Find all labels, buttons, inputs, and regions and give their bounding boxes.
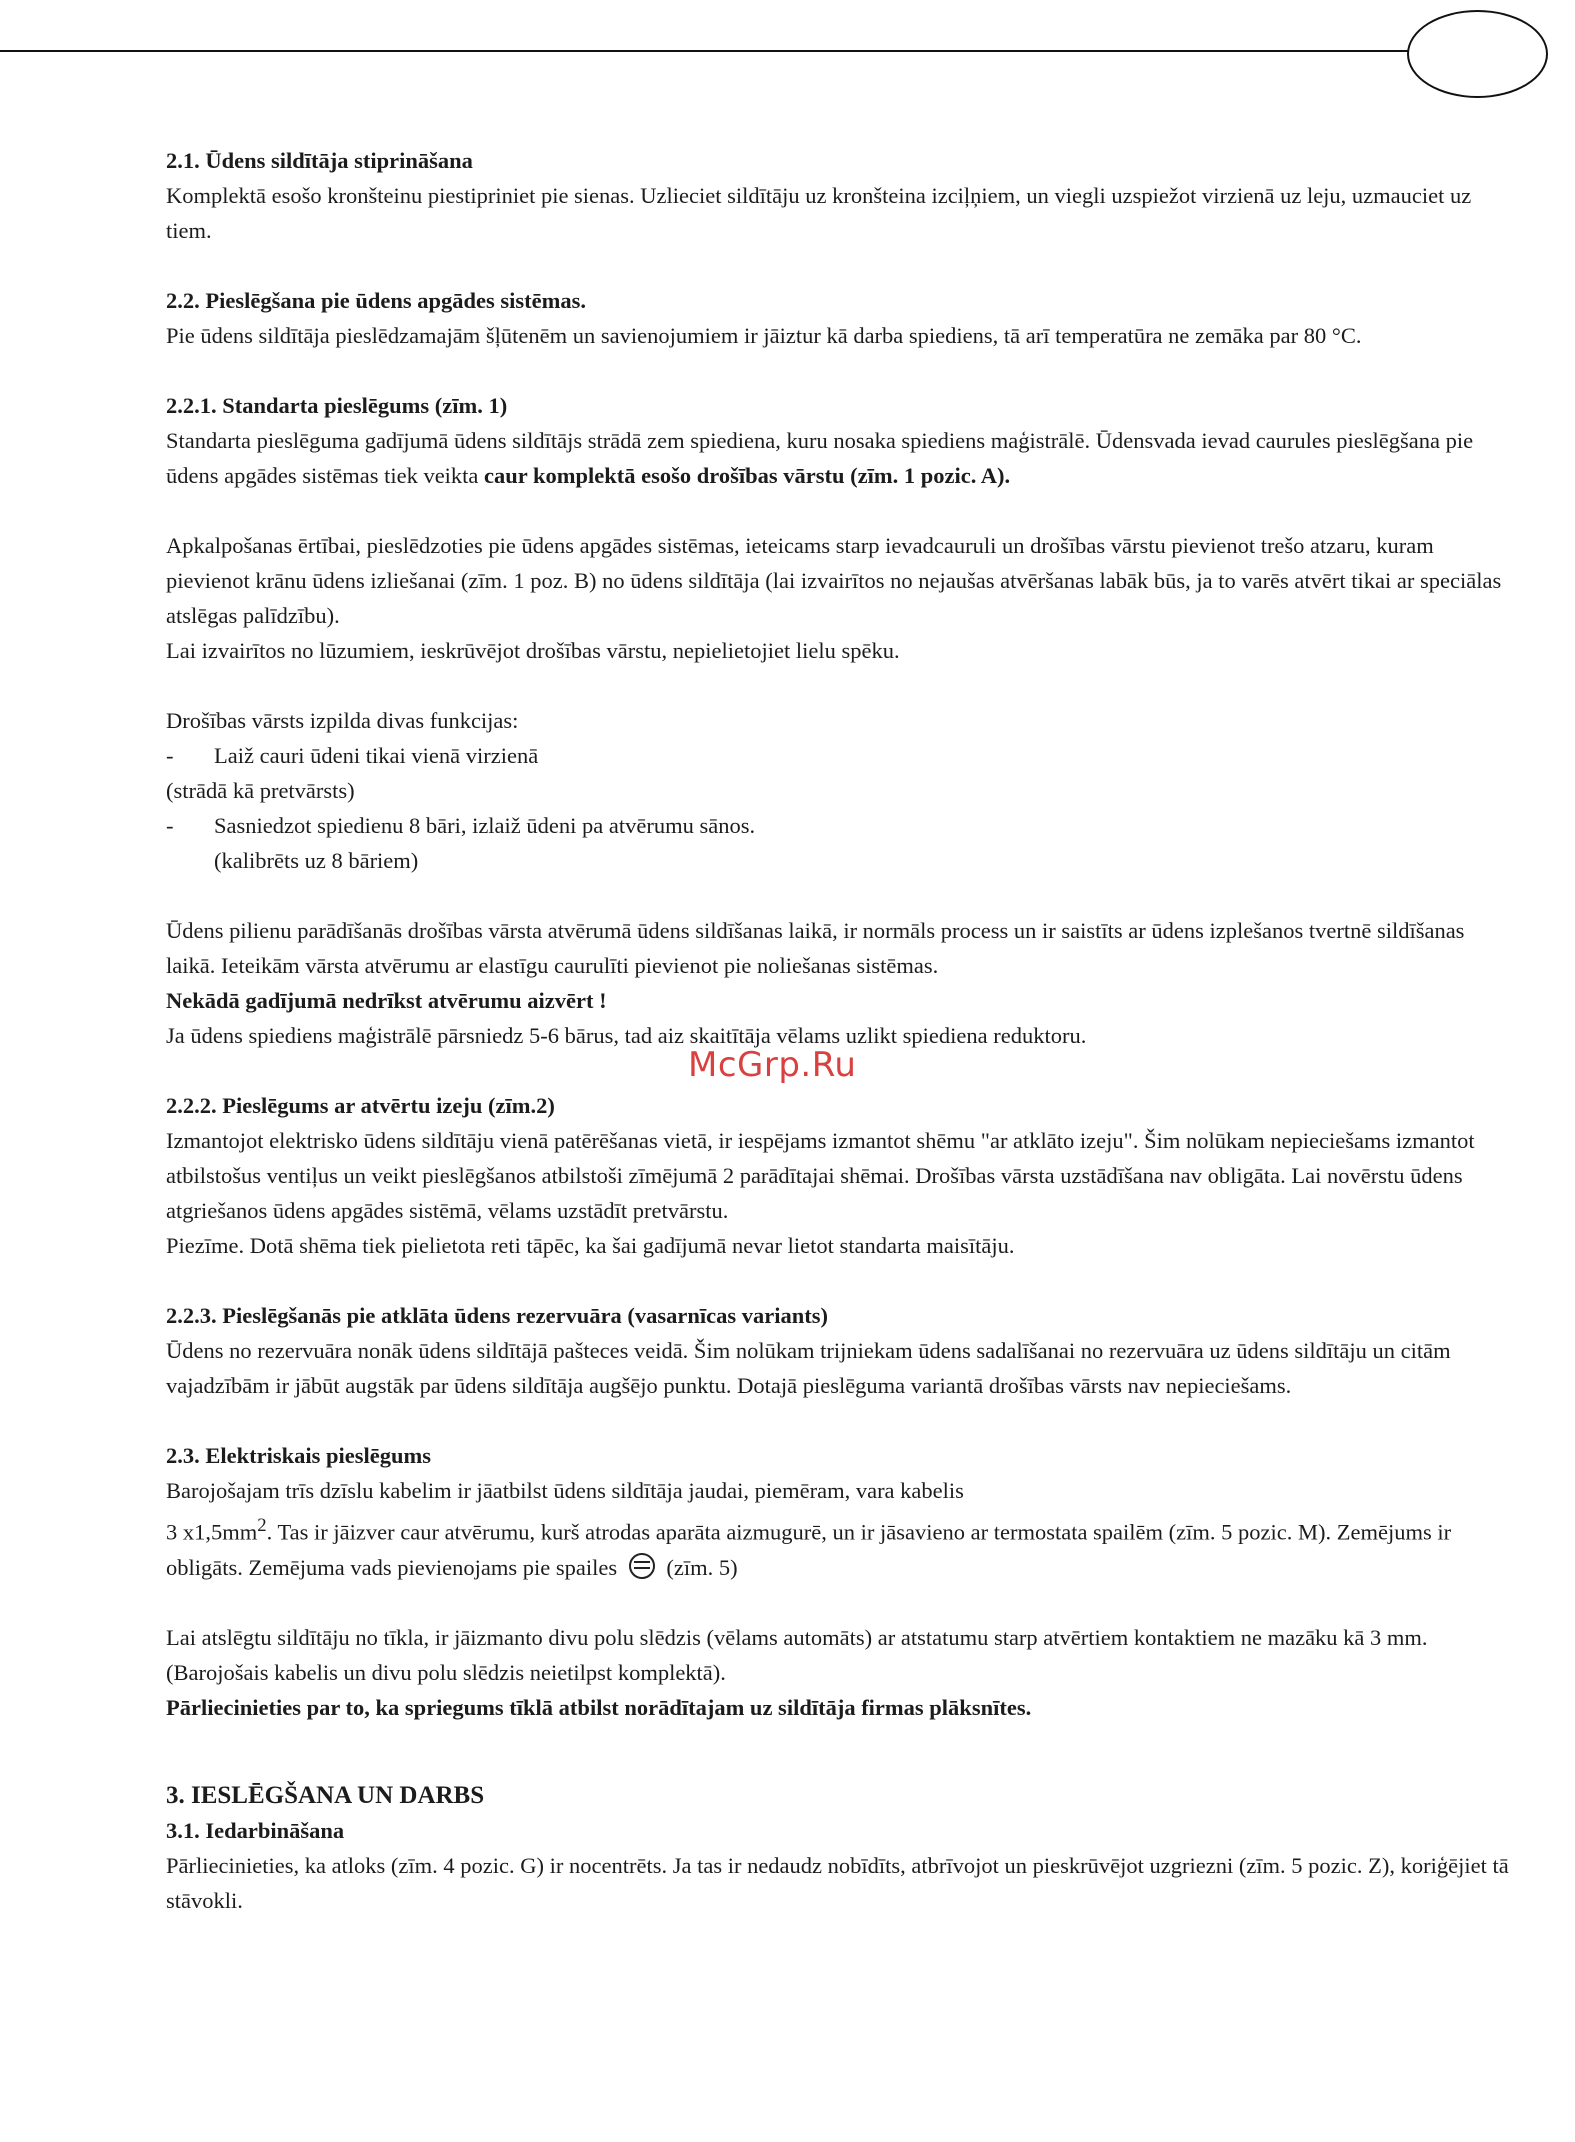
section-2-2-text: Pie ūdens sildītāja pieslēdzamajām šļūtenēm un savienojumiem ir jāiztur kā darba spiediens, tā arī temperatūra ne zemāka par 80 °C. — [166, 323, 1362, 348]
section-2-2-1-text-bold: caur komplektā esošo drošības vārstu (zīm. 1 pozic. A). — [484, 463, 1011, 488]
section-2-2-3-heading: 2.2.3. Pieslēgšanās pie atklāta ūdens rezervuāra (vasarnīcas variants) — [166, 1303, 829, 1328]
cable-text: . Tas ir jāizver caur atvērumu, kurš atrodas aparāta aizmugurē, un ir jāsavieno ar termostata spailēm (zīm. 5 pozic. M). Zemējums ir obligāts. Zemējuma vads pievienojams pie spailes — [166, 1519, 1452, 1580]
valve-function-2-text: Sasniedzot spiedienu 8 bāri, izlaiž ūdeni pa atvērumu sānos. — [214, 813, 756, 838]
cable-paragraph-line1: Barojošajam trīs dzīslu kabelim ir jāatbilst ūdens sildītāja jaudai, piemēram, vara kabelis — [166, 1478, 964, 1503]
valve-function-2-note: (kalibrēts uz 8 bāriem) — [214, 848, 419, 873]
document-body — [166, 143, 1516, 1918]
cable-size-sup: 2 — [257, 1515, 267, 1536]
section-2-1-heading: 2.1. Ūdens sildītāja stiprināšana — [166, 148, 473, 173]
header-rule — [0, 50, 1420, 52]
service-paragraph: Apkalpošanas ērtībai, pieslēdzoties pie ūdens apgādes sistēmas, ieteicams starp ievadcauruli un drošības vārstu pievienot trešo atzaru, kuram pievienot krānu ūdens izliešanai (zīm. 1 poz. B) no ūdens sildītāja (lai izvairītos no nejaušas atvēršanas labāk būs, ja to varēs atvērt tikai ar speciālas atslēgas palīdzību). — [166, 533, 1502, 628]
valve-function-1-note: (strādā kā pretvārsts) — [166, 778, 355, 803]
section-2-3-heading: 2.3. Elektriskais pieslēgums — [166, 1443, 432, 1468]
cable-paragraph — [166, 1508, 1516, 1585]
section-2-2-heading: 2.2. Pieslēgšana pie ūdens apgādes sistēmas. — [166, 288, 587, 313]
drip-paragraph: Ūdens pilienu parādīšanās drošības vārsta atvērumā ūdens sildīšanas laikā, ir normāls process un ir saistīts ar ūdens izplešanos tvertnē sildīšanas laikā. Ieteikām vārsta atvērumu ar elastīgu caurulīti pievienot pie noliešanas sistēmas. — [166, 918, 1465, 978]
valve-functions-intro: Drošības vārsts izpilda divas funkcijas: — [166, 708, 519, 733]
section-2-2-1-heading: 2.2.1. Standarta pieslēgums (zīm. 1) — [166, 393, 508, 418]
cable-size: 3 x1,5mm — [166, 1519, 258, 1545]
switch-paragraph: Lai atslēgtu sildītāju no tīkla, ir jāizmanto divu polu slēdzis (vēlams automāts) ar atstatumu starp atvērtiem kontaktiem ne mazāku kā 3 mm. (Barojošais kabelis un divu polu slēdzis neietilpst komplektā). — [166, 1624, 1428, 1685]
do-not-close-warning: Nekādā gadījumā nedrīkst atvērumu aizvērt ! — [166, 988, 607, 1013]
page-number-oval — [1407, 10, 1548, 98]
section-2-1-text: Komplektā esošo kronšteinu piestipriniet pie sienas. Uzlieciet sildītāju uz kronšteina izciļņiem, un viegli uzspiežot virzienā uz leju, uzmauciet uz tiem. — [166, 183, 1472, 243]
valve-function-1-text: Laiž cauri ūdeni tikai vienā virzienā — [214, 743, 539, 768]
section-2-2-2-text: Izmantojot elektrisko ūdens sildītāju vienā patērēšanas vietā, ir iespējams izmantot shēmu "ar atklāto izeju". Šim nolūkam nepieciešams izmantot atbilstošus ventiļus un veikt pieslēgšanos atbilstoši zīmējumā 2 parādītajai shēmai. Drošības vārsta uzstādīšana nav obligāta. Lai novērstu ūdens atgriešanos ūdens apgādes sistēmā, vēlams uzstādīt pretvārstu. — [166, 1128, 1475, 1223]
section-2-2-1-text-plain: Standarta pieslēguma gadījumā ūdens sildītājs strādā zem spiediena, kuru nosaka spiediens maģistrālē. Ūdensvada ievad caurules pieslēgšana pie ūdens apgādes sistēmas tiek veikta — [166, 428, 1474, 488]
section-2-2-2-note: Piezīme. Dotā shēma tiek pielietota reti tāpēc, ka šai gadījumā nevar lietot standarta maisītāju. — [166, 1233, 1015, 1258]
watermark: McGrp.Ru — [688, 1045, 857, 1085]
section-2-2-2-heading: 2.2.2. Pieslēgums ar atvērtu izeju (zīm.2) — [166, 1093, 555, 1118]
cable-figure-ref: (zīm. 5) — [666, 1554, 738, 1580]
section-2-2-1-text — [166, 423, 1516, 493]
ground-symbol-icon — [629, 1553, 655, 1579]
section-3-1-heading: 3.1. Iedarbināšana — [166, 1817, 345, 1843]
section-2-2-3-text: Ūdens no rezervuāra nonāk ūdens sildītājā pašteces veidā. Šim nolūkam trijniekam ūdens sadalīšanai no rezervuāra uz ūdens sildītāju un citām vajadzībām ir jābūt augstāk par ūdens sildītāja augšējo punktu. Dotajā pieslēguma variantā drošības vārsts nav nepieciešams. — [166, 1338, 1451, 1398]
valve-function-2: - Sasniedzot spiedienu 8 bāri, izlaiž ūdeni pa atvērumu sānos. — [166, 808, 1516, 843]
pressure-reducer-paragraph: Ja ūdens spiediens maģistrālē pārsniedz 5-6 bārus, tad aiz skaitītāja vēlams uzlikt spiediena reduktoru. — [166, 1023, 1087, 1048]
torque-paragraph: Lai izvairītos no lūzumiem, ieskrūvējot drošības vārstu, nepielietojiet lielu spēku. — [166, 638, 900, 663]
valve-function-1: - Laiž cauri ūdeni tikai vienā virzienā — [166, 738, 1516, 773]
section-3-heading: 3. IESLĒGŠANA UN DARBS — [166, 1781, 485, 1809]
voltage-warning: Pārliecinieties par to, ka spriegums tīklā atbilst norādītajam uz sildītāja firmas plāksnītes. — [166, 1694, 1032, 1720]
section-3-1-text: Pārliecinieties, ka atloks (zīm. 4 pozic. G) ir nocentrēts. Ja tas ir nedaudz nobīdīts, atbrīvojot un pieskrūvējot uzgriezni (zīm. 5 pozic. Z), koriģējiet tā stāvokli. — [166, 1852, 1509, 1913]
